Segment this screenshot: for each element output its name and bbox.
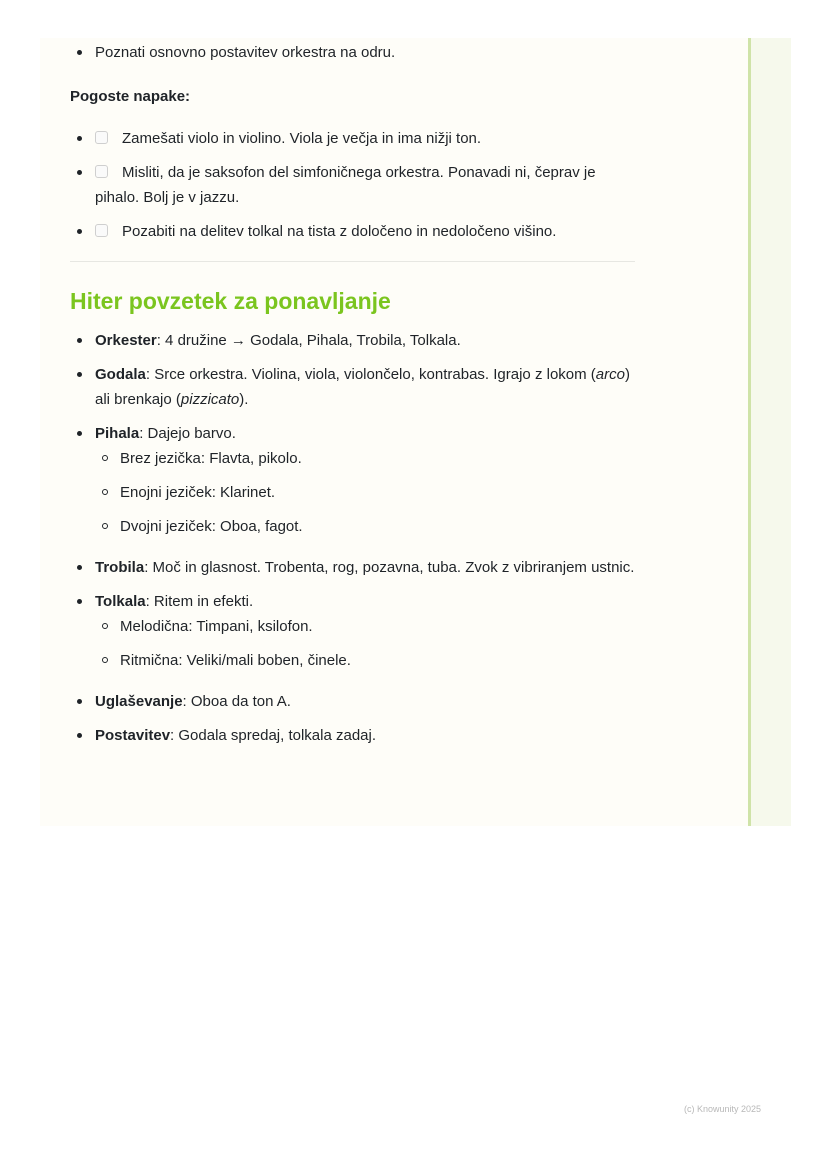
term: Pihala [95, 425, 140, 442]
sub-item: Ritmična: Veliki/mali boben, činele. [120, 648, 635, 673]
definition: ). [239, 391, 249, 408]
divider [70, 261, 635, 262]
definition: : Ritem in efekti. [145, 593, 254, 610]
definition: : 4 družine → Godala, Pihala, Trobila, Tolkala. [156, 332, 461, 349]
list-item-text: Poznati osnovno postavitev orkestra na odru. [95, 44, 396, 61]
sub-item: Dvojni jeziček: Oboa, fagot. [120, 514, 635, 539]
summary-item-godala [95, 362, 635, 412]
definition: : Dajejo barvo. [139, 425, 236, 442]
summary-list [70, 328, 635, 748]
term: Postavitev [95, 727, 171, 744]
mistake-text: Misliti, da je saksofon del simfoničnega orkestra. Ponavadi ni, čeprav je pihalo. Bolj je v jazzu. [95, 164, 596, 206]
mistake-text: Pozabiti na delitev tolkal na tista z določeno in nedoločeno višino. [122, 223, 557, 240]
mistake-item [95, 160, 635, 210]
summary-heading: Hiter povzetek za ponavljanje [70, 288, 391, 314]
italic-term: pizzicato [180, 391, 240, 408]
sub-list [95, 446, 635, 539]
definition: : Oboa da ton A. [182, 693, 291, 710]
term: Trobila [95, 559, 145, 576]
goals-list [70, 40, 635, 65]
definition: : Srce orkestra. Violina, viola, violončelo, kontrabas. Igrajo z lokom ( [145, 366, 596, 383]
side-panel [751, 38, 791, 826]
summary-item-trobila [95, 555, 635, 580]
checkbox[interactable] [95, 165, 108, 178]
mistake-item [95, 219, 635, 244]
summary-item-orkester [95, 328, 635, 353]
definition: ) ali brenkajo ( [95, 366, 630, 408]
term: Tolkala [95, 593, 146, 610]
summary-item-pihala [95, 421, 635, 539]
mistake-text: Zamešati violo in violino. Viola je večja in ima nižji ton. [122, 130, 482, 147]
checkbox[interactable] [95, 131, 108, 144]
term: Uglaševanje [95, 693, 183, 710]
sub-item: Melodična: Timpani, ksilofon. [120, 614, 635, 639]
sub-item: Brez jezička: Flavta, pikolo. [120, 446, 635, 471]
definition: : Godala spredaj, tolkala zadaj. [170, 727, 377, 744]
summary-item-postavitev [95, 723, 635, 748]
mistakes-list [70, 126, 635, 244]
italic-term: arco [595, 366, 625, 383]
definition: : Moč in glasnost. Trobenta, rog, pozavna, tuba. Zvok z vibriranjem ustnic. [144, 559, 635, 576]
copyright-footer: (c) Knowunity 2025 [684, 1104, 762, 1114]
sub-list [95, 614, 635, 673]
mistake-item [95, 126, 635, 151]
summary-item-tolkala [95, 589, 635, 673]
sub-item: Enojni jeziček: Klarinet. [120, 480, 635, 505]
term: Godala [95, 366, 146, 383]
list-item [95, 40, 635, 65]
checkbox[interactable] [95, 224, 108, 237]
mistakes-heading: Pogoste napake: [70, 88, 191, 105]
term: Orkester [95, 332, 157, 349]
document-content [70, 40, 635, 757]
summary-item-uglasevanje [95, 689, 635, 714]
